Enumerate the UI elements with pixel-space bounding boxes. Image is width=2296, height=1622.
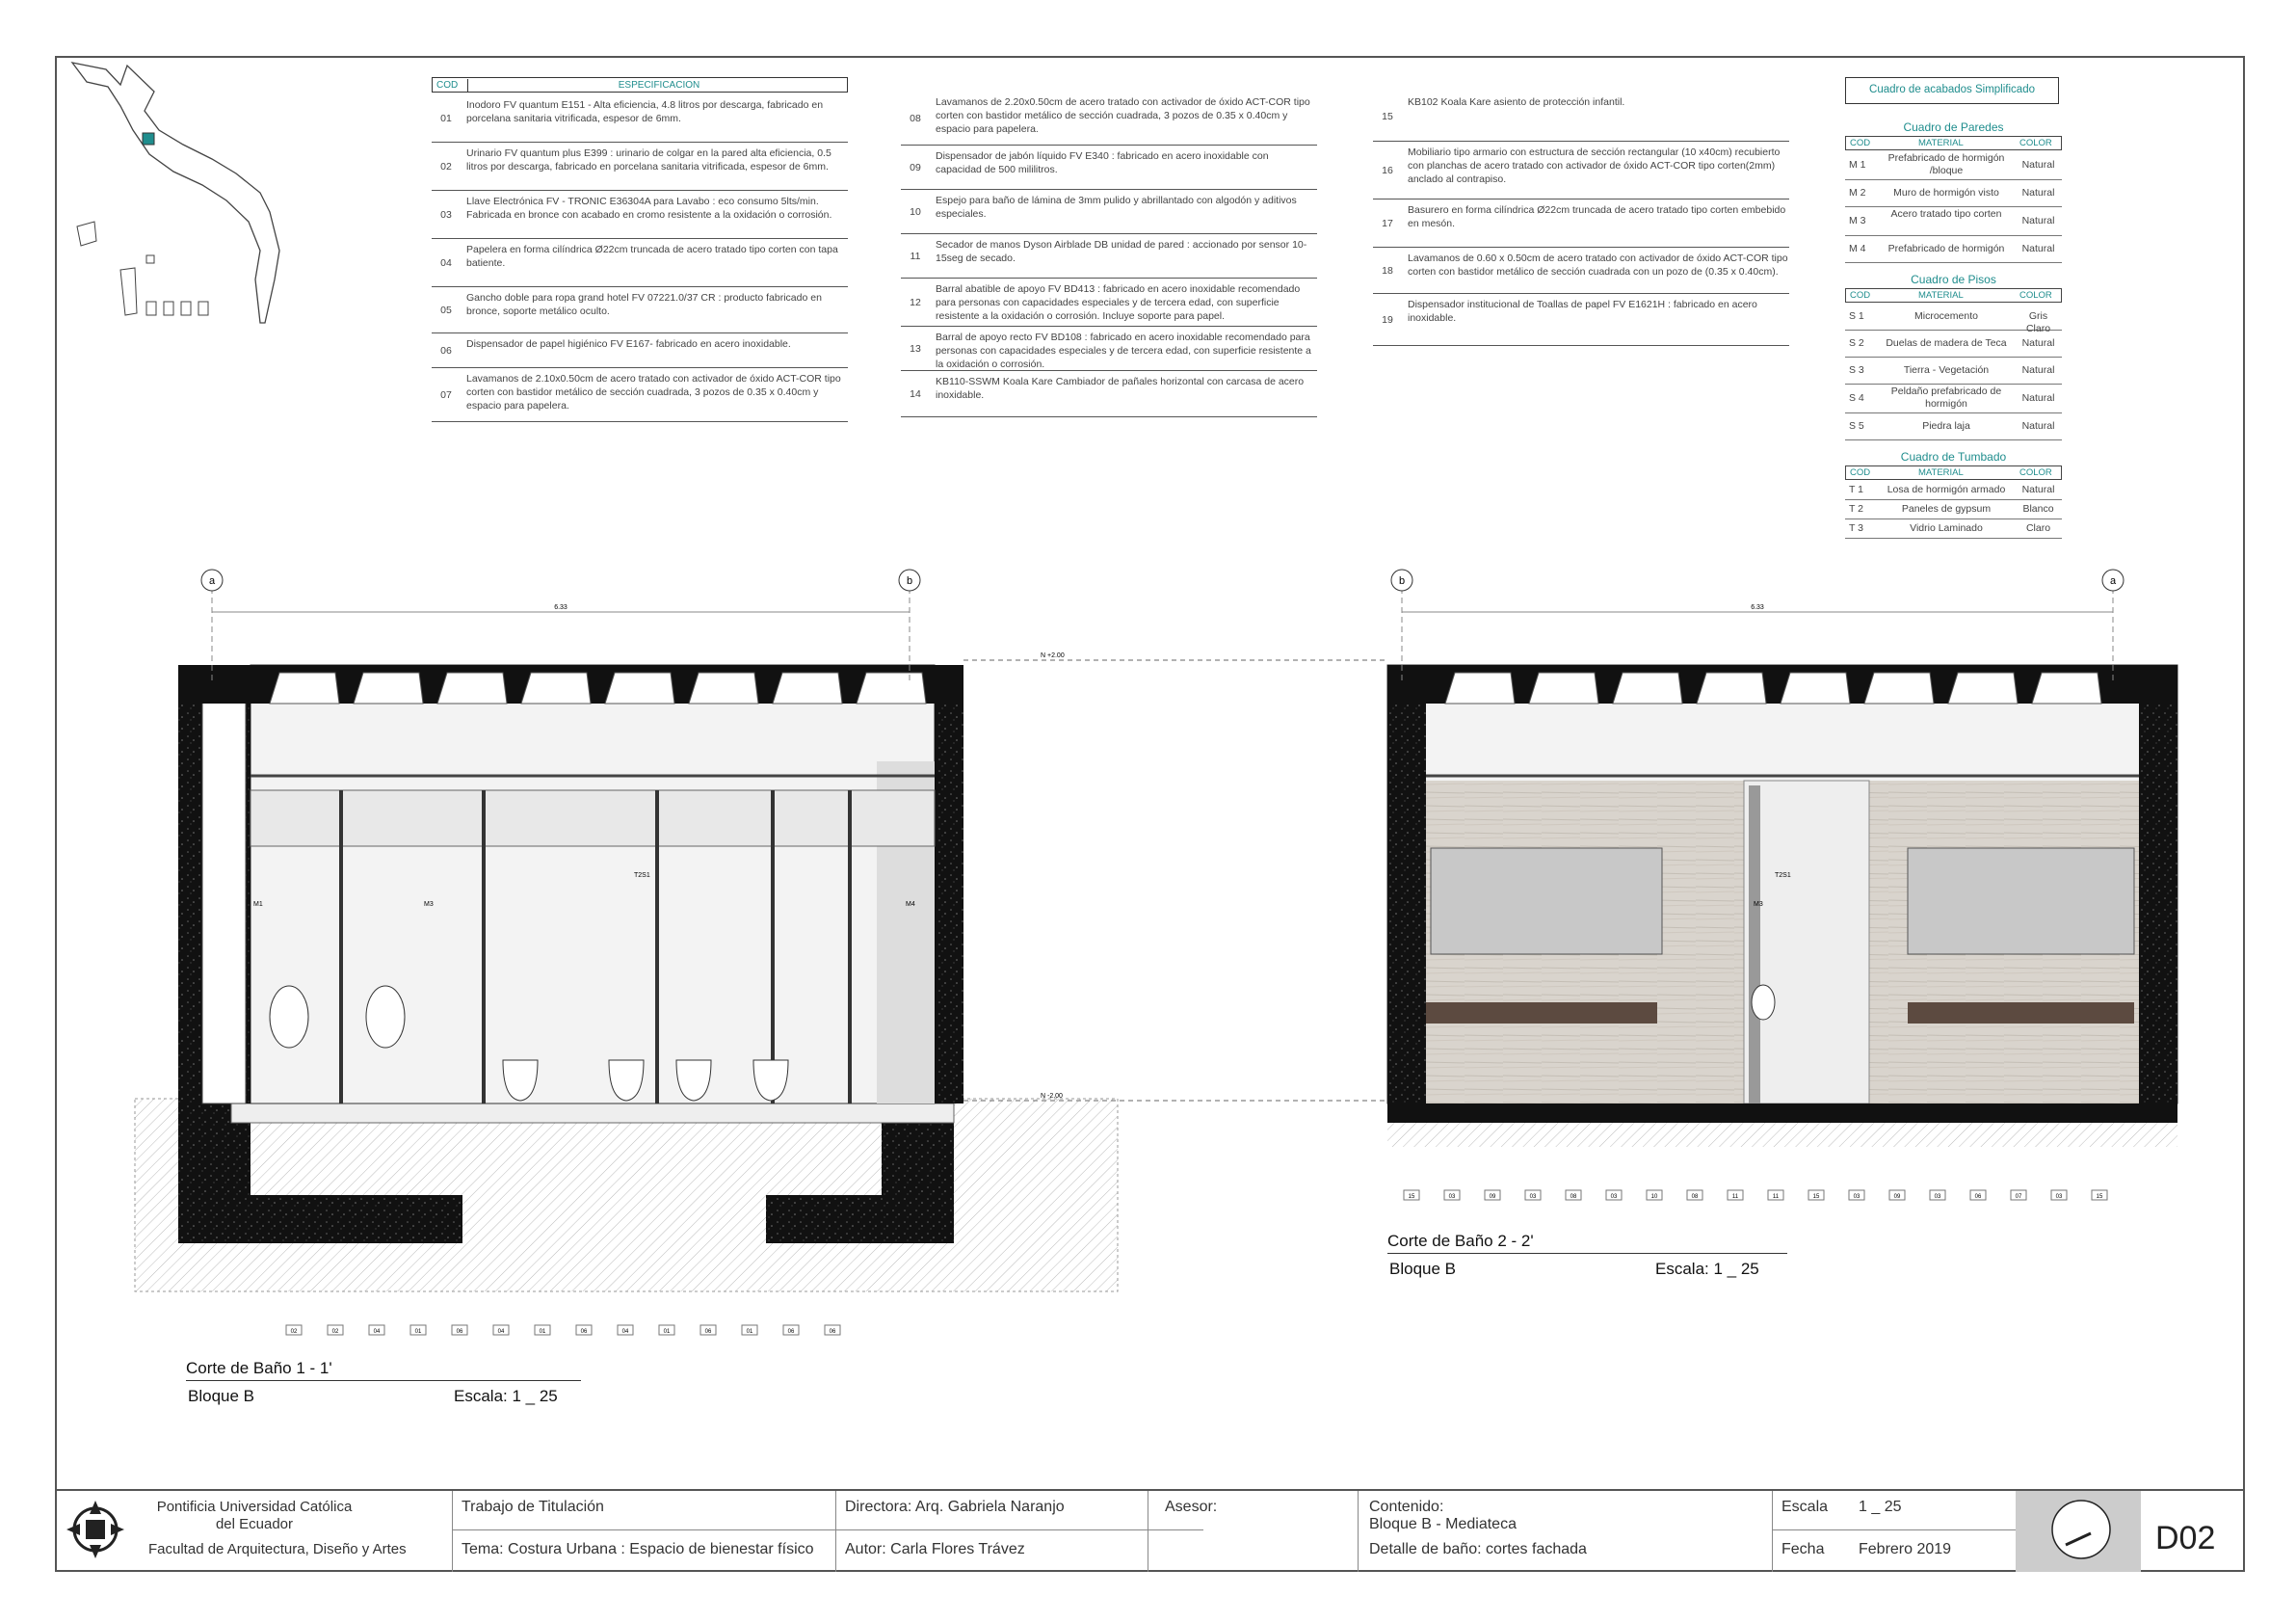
finish-header-cell: COLOR bbox=[2019, 138, 2052, 148]
author: Autor: Carla Flores Trávez bbox=[845, 1541, 1025, 1557]
callout-label: 06 bbox=[704, 1329, 712, 1335]
finish-header bbox=[1845, 288, 2062, 303]
axis-label: a bbox=[208, 575, 216, 587]
finish-cell: M 1 bbox=[1849, 159, 1866, 171]
spec-code: 17 bbox=[1382, 218, 1393, 229]
finish-cell: Tierra - Vegetación bbox=[1903, 364, 1990, 376]
spec-row bbox=[1373, 248, 1789, 294]
spec-text: Lavamanos de 2.20x0.50cm de acero tratado con activador de óxido ACT-COR tipo corten con bastidor metálico de sección cuadrada, 3 pozos de 0.35 x 0.40cm y espacio para papelera. bbox=[936, 96, 1310, 135]
spec-code: 15 bbox=[1382, 111, 1393, 122]
finish-row bbox=[1845, 207, 2062, 236]
urinal bbox=[366, 986, 405, 1048]
date-value: Febrero 2019 bbox=[1859, 1541, 1952, 1557]
section-title: Corte de Baño 2 - 2' bbox=[1387, 1232, 1534, 1250]
finish-cell: M 4 bbox=[1849, 243, 1866, 254]
wall-tag: M4 bbox=[906, 901, 915, 908]
finish-cell: Natural bbox=[2021, 243, 2055, 254]
wall-tag: M3 bbox=[1754, 901, 1763, 908]
axis-label: b bbox=[906, 575, 913, 587]
finish-cell: M 3 bbox=[1849, 215, 1866, 226]
callout-label: 06 bbox=[1974, 1194, 1982, 1200]
finish-row bbox=[1845, 500, 2062, 519]
spec-row bbox=[901, 190, 1317, 234]
spec-text: KB110-SSWM Koala Kare Cambiador de pañales horizontal con carcasa de acero inoxidable. bbox=[936, 376, 1305, 401]
spec-code: 03 bbox=[440, 209, 452, 221]
roof-skylight bbox=[1781, 673, 1850, 704]
finish-row bbox=[1845, 358, 2062, 385]
spec-text: Gancho doble para ropa grand hotel FV 07221.0/37 CR : producto fabricado en bronce, soporte metálico oculto. bbox=[466, 292, 822, 317]
finish-row bbox=[1845, 331, 2062, 358]
date-label: Fecha bbox=[1781, 1541, 1825, 1557]
section-scale: Escala: 1 _ 25 bbox=[1655, 1260, 1759, 1278]
finish-header-cell: COD bbox=[1850, 138, 1871, 148]
mirror bbox=[1908, 848, 2134, 954]
finish-cell: Microcemento bbox=[1914, 310, 1978, 322]
finish-cell: Natural bbox=[2021, 337, 2055, 349]
spec-code: 12 bbox=[910, 297, 921, 308]
director: Directora: Arq. Gabriela Naranjo bbox=[845, 1499, 1065, 1515]
finish-tag: T2S1 bbox=[1775, 872, 1791, 879]
spec-row bbox=[432, 287, 848, 333]
finish-cell: Losa de hormigón armado bbox=[1887, 484, 2006, 495]
section-2-caption bbox=[1387, 1232, 1787, 1281]
spec-table-1 bbox=[432, 77, 848, 443]
roof-skylight bbox=[689, 673, 758, 704]
finish-row bbox=[1845, 385, 2062, 413]
finish-cell: Natural bbox=[2021, 392, 2055, 404]
spec-text: Dispensador institucional de Toallas de papel FV E1621H : fabricado en acero inoxidable. bbox=[1408, 299, 1757, 324]
finish-header-cell: COLOR bbox=[2019, 290, 2052, 301]
spec-row bbox=[1373, 294, 1789, 346]
spec-text: Secador de manos Dyson Airblade DB unidad de pared : accionado por sensor 10-15seg de secado. bbox=[936, 239, 1307, 264]
spec-code: 05 bbox=[440, 305, 452, 316]
spec-text: Lavamanos de 0.60 x 0.50cm de acero tratado con activador de óxido ACT-COR tipo corten con bastidor metálico de sección cuadrada con un pozo de (0.35 x 0.40cm). bbox=[1408, 253, 1788, 278]
spec-row bbox=[432, 333, 848, 368]
spec-text: Mobiliario tipo armario con estructura de sección rectangular (10 x40cm) recubierto con planchas de acero tratado con activador de óxido ACT-COR tipo corten(2mm) anclado al contrapiso. bbox=[1408, 146, 1781, 185]
finish-row bbox=[1845, 151, 2062, 180]
finish-cell: Natural bbox=[2021, 187, 2055, 199]
finish-cell: M 2 bbox=[1849, 187, 1866, 199]
finishes-title: Cuadro de acabados Simplificado bbox=[1845, 77, 2059, 104]
partition bbox=[339, 790, 343, 1103]
mirror bbox=[1431, 848, 1662, 954]
axis-label: a bbox=[2109, 575, 2117, 587]
spec-code: 02 bbox=[440, 161, 452, 173]
roof-skylight bbox=[2032, 673, 2101, 704]
callout-label: 08 bbox=[1691, 1194, 1699, 1200]
spec-row bbox=[901, 279, 1317, 327]
spec-code: 10 bbox=[910, 206, 921, 218]
project-theme: Tema: Costura Urbana : Espacio de bienestar físico bbox=[462, 1541, 814, 1557]
finish-header-cell: COD bbox=[1850, 290, 1871, 301]
callout-label: 04 bbox=[373, 1329, 381, 1335]
partition bbox=[771, 790, 775, 1103]
finish-row bbox=[1845, 481, 2062, 500]
spec-row bbox=[1373, 142, 1789, 199]
spec-text: Basurero en forma cilíndrica Ø22cm truncada de acero tratado tipo corten embebido en mesón. bbox=[1408, 204, 1786, 229]
spec-text: Dispensador de jabón líquido FV E340 : fabricado en acero inoxidable con capacidad de 500 mililitros. bbox=[936, 150, 1269, 175]
span-dimension: 6.33 bbox=[1751, 604, 1764, 611]
spec-row bbox=[901, 371, 1317, 417]
finish-row bbox=[1845, 304, 2062, 334]
finish-cell: S 1 bbox=[1849, 310, 1864, 322]
finish-cell: Natural bbox=[2021, 484, 2055, 495]
spec-text: Lavamanos de 2.10x0.50cm de acero tratado con activador de óxido ACT-COR tipo corten con bastidor metálico de sección cuadrada, 3 pozos de 0.35 x 0.40cm y espacio para papelera. bbox=[466, 373, 841, 412]
spec-row bbox=[1373, 199, 1789, 248]
vanity-counter bbox=[1426, 1002, 1657, 1024]
finish-cell: Natural bbox=[2021, 364, 2055, 376]
callout-label: 06 bbox=[787, 1329, 795, 1335]
finish-section-title: Cuadro de Paredes bbox=[1903, 120, 2004, 134]
callout-label: 07 bbox=[2015, 1194, 2022, 1200]
roof-skylight bbox=[437, 673, 507, 704]
callout-label: 09 bbox=[1893, 1194, 1901, 1200]
callout-label: 04 bbox=[497, 1329, 505, 1335]
spec-table-2 bbox=[901, 92, 1317, 448]
finish-row bbox=[1845, 519, 2062, 539]
callout-label: 06 bbox=[829, 1329, 836, 1335]
level-marker: N -2.00 bbox=[1041, 1093, 1063, 1100]
spec-row bbox=[432, 143, 848, 191]
finish-cell: Natural bbox=[2021, 159, 2055, 171]
roof-skylight bbox=[521, 673, 591, 704]
section-2-drawing bbox=[1387, 570, 2177, 1200]
finish-header-cell: MATERIAL bbox=[1918, 290, 1964, 301]
callout-label: 03 bbox=[1448, 1194, 1456, 1200]
spec-row bbox=[901, 146, 1317, 190]
roof-skylight bbox=[1529, 673, 1598, 704]
finish-cell: T 1 bbox=[1849, 484, 1863, 495]
finish-cell: S 2 bbox=[1849, 337, 1864, 349]
spec-code: 06 bbox=[440, 345, 452, 357]
roof-skylight bbox=[270, 673, 339, 704]
finish-header bbox=[1845, 136, 2062, 150]
roof-skylight bbox=[1697, 673, 1766, 704]
finish-cell: Gris Claro bbox=[2025, 310, 2051, 334]
finish-cell: Duelas de madera de Teca bbox=[1886, 337, 2007, 349]
work-label: Trabajo de Titulación bbox=[462, 1499, 604, 1515]
callout-label: 10 bbox=[1650, 1194, 1658, 1200]
callout-label: 03 bbox=[1610, 1194, 1618, 1200]
spec-table-3 bbox=[1373, 92, 1789, 352]
callout-label: 06 bbox=[580, 1329, 588, 1335]
spec-code: 13 bbox=[910, 343, 921, 355]
section-drawings bbox=[116, 559, 2177, 1335]
finish-cell: Natural bbox=[2021, 215, 2055, 226]
spec-text: Inodoro FV quantum E151 - Alta eficiencia, 4.8 litros por descarga, fabricado en porcelana sanitaria vitrificada, espesor de 6mm. bbox=[466, 99, 824, 124]
finish-cell: Prefabricado de hormigón /bloque bbox=[1887, 152, 2005, 176]
roof-skylight bbox=[773, 673, 842, 704]
spec-code: 16 bbox=[1382, 165, 1393, 176]
vanity-counter bbox=[1908, 1002, 2134, 1024]
finish-cell: Claro bbox=[2025, 522, 2051, 534]
wall-right bbox=[935, 665, 963, 1103]
section-scale: Escala: 1 _ 25 bbox=[454, 1387, 558, 1405]
finish-header-cell: COLOR bbox=[2019, 467, 2052, 478]
callout-label: 06 bbox=[456, 1329, 463, 1335]
spec-text: Barral de apoyo recto FV BD108 : fabricado en acero inoxidable recomendado para personas con capacidades especiales y de tercera edad, con superficie resistente a la oxidación o corrosión. bbox=[936, 332, 1311, 370]
section-block: Bloque B bbox=[1389, 1260, 1456, 1278]
finish-cell: T 2 bbox=[1849, 503, 1863, 515]
university-name: Pontificia Universidad Católica del Ecuador bbox=[156, 1499, 353, 1532]
finish-cell: S 5 bbox=[1849, 420, 1864, 432]
callout-label: 15 bbox=[1812, 1194, 1820, 1200]
spec-row bbox=[901, 92, 1317, 146]
finish-cell: Blanco bbox=[2022, 503, 2054, 515]
spec-text: Papelera en forma cilíndrica Ø22cm truncada de acero tratado tipo corten con tapa batiente. bbox=[466, 244, 838, 269]
spec-code: 07 bbox=[440, 389, 452, 401]
title-block bbox=[57, 1489, 2243, 1572]
finish-header-cell: MATERIAL bbox=[1918, 467, 1964, 478]
finish-cell: S 4 bbox=[1849, 392, 1864, 404]
spec-text: Barral abatible de apoyo FV BD413 : fabricado en acero inoxidable recomendado para personas con capacidades especiales y de tercera edad, con superficie resistente a la oxidación o corrosión. Incluye soporte para papel. bbox=[936, 283, 1301, 322]
callout-label: 03 bbox=[2055, 1194, 2063, 1200]
spec-text: Urinario FV quantum plus E399 : urinario de colgar en la pared alta eficiencia, 0.5 litros por descarga, fabricado en porcelana sanitaria vitrificada, espesor de 6mm. bbox=[466, 147, 831, 173]
spec-code: 09 bbox=[910, 162, 921, 173]
spec-code: 04 bbox=[440, 257, 452, 269]
callout-label: 01 bbox=[414, 1329, 422, 1335]
finish-header-cell: MATERIAL bbox=[1918, 138, 1964, 148]
roof-skylight bbox=[354, 673, 423, 704]
finish-cell: Paneles de gypsum bbox=[1901, 503, 1992, 515]
finish-cell: Natural bbox=[2021, 420, 2055, 432]
callout-label: 11 bbox=[1731, 1194, 1739, 1200]
partition bbox=[482, 790, 486, 1103]
north-arrow-panel bbox=[2016, 1491, 2141, 1572]
callout-label: 01 bbox=[746, 1329, 753, 1335]
finish-cell: Peldaño prefabricado de hormigón bbox=[1890, 386, 2002, 410]
finish-cell: Muro de hormigón visto bbox=[1893, 187, 1999, 199]
spec-row bbox=[432, 368, 848, 422]
callout-label: 08 bbox=[1570, 1194, 1577, 1200]
finish-tag: T2S1 bbox=[634, 872, 650, 879]
section-title: Corte de Baño 1 - 1' bbox=[186, 1359, 332, 1377]
advisor: Asesor: bbox=[1165, 1499, 1218, 1515]
callout-label: 04 bbox=[621, 1329, 629, 1335]
spec-row bbox=[432, 94, 848, 143]
spec-row bbox=[432, 191, 848, 239]
section-block: Bloque B bbox=[188, 1387, 254, 1405]
callout-label: 15 bbox=[1408, 1194, 1415, 1200]
callout-label: 11 bbox=[1772, 1194, 1780, 1200]
partition bbox=[655, 790, 659, 1103]
faculty-name: Facultad de Arquitectura, Diseño y Artes bbox=[148, 1541, 407, 1557]
spec-code: 08 bbox=[910, 113, 921, 124]
spec-row bbox=[432, 239, 848, 287]
finishes-schedule bbox=[1845, 77, 2062, 559]
finish-row bbox=[1845, 180, 2062, 207]
finish-cell: T 3 bbox=[1849, 522, 1863, 534]
sheet-number: D02 bbox=[2155, 1520, 2216, 1556]
spec-code: 18 bbox=[1382, 265, 1393, 277]
content-line-1: Bloque B - Mediateca bbox=[1369, 1516, 1517, 1532]
content-label: Contenido: bbox=[1369, 1499, 1444, 1515]
callout-label: 02 bbox=[331, 1329, 339, 1335]
spec-code: 14 bbox=[910, 388, 921, 400]
roof-skylight bbox=[1864, 673, 1934, 704]
spec-text: KB102 Koala Kare asiento de protección infantil. bbox=[1408, 96, 1625, 108]
urinal bbox=[270, 986, 308, 1048]
roof-skylight bbox=[1948, 673, 2018, 704]
callout-label: 02 bbox=[290, 1329, 298, 1335]
partition bbox=[848, 790, 852, 1103]
spec-row bbox=[1373, 92, 1789, 142]
spec-code: 19 bbox=[1382, 314, 1393, 326]
location-key-map bbox=[67, 58, 299, 323]
spec-row bbox=[901, 234, 1317, 279]
spec-text: Espejo para baño de lámina de 3mm pulido y abrillantado con algodón y aditivos especiales. bbox=[936, 195, 1297, 220]
section-1-caption bbox=[186, 1359, 581, 1408]
roof-skylight bbox=[857, 673, 926, 704]
callout-label: 15 bbox=[2096, 1194, 2103, 1200]
finish-header-cell: COD bbox=[1850, 467, 1871, 478]
finish-cell: Acero tratado tipo corten bbox=[1890, 208, 2002, 220]
roof-skylight bbox=[1613, 673, 1682, 704]
scale-label: Escala bbox=[1781, 1499, 1829, 1515]
callout-label: 09 bbox=[1489, 1194, 1496, 1200]
level-marker: N +2.00 bbox=[1041, 652, 1065, 659]
roof-skylight bbox=[605, 673, 674, 704]
finish-cell: Piedra laja bbox=[1922, 420, 1970, 432]
callout-label: 03 bbox=[1934, 1194, 1941, 1200]
spec-code: 11 bbox=[910, 251, 921, 262]
callout-label: 01 bbox=[539, 1329, 546, 1335]
university-logo-icon bbox=[65, 1499, 126, 1560]
finish-cell: Prefabricado de hormigón bbox=[1887, 243, 2005, 254]
finish-section-title: Cuadro de Pisos bbox=[1911, 273, 1996, 286]
wall-tag: M3 bbox=[424, 901, 434, 908]
spec-row bbox=[901, 327, 1317, 371]
wall-tag: M1 bbox=[253, 901, 263, 908]
span-dimension: 6.33 bbox=[554, 604, 567, 611]
spec-code: 01 bbox=[440, 113, 452, 124]
spec-text: Dispensador de papel higiénico FV E167- fabricado en acero inoxidable. bbox=[466, 338, 791, 350]
callout-label: 01 bbox=[663, 1329, 671, 1335]
finish-cell: S 3 bbox=[1849, 364, 1864, 376]
spec-text: Llave Electrónica FV - TRONIC E36304A para Lavabo : eco consumo 5lts/min. Fabricada en bronce con acabado en cromo resistente a la oxidación o corrosión. bbox=[466, 196, 832, 221]
finish-row bbox=[1845, 236, 2062, 263]
finish-section-title: Cuadro de Tumbado bbox=[1900, 450, 2007, 464]
roof-skylight bbox=[1445, 673, 1515, 704]
finish-header bbox=[1845, 465, 2062, 480]
finish-cell: Vidrio Laminado bbox=[1910, 522, 1983, 534]
section-1-drawing bbox=[135, 570, 1387, 1335]
scale-value: 1 _ 25 bbox=[1859, 1499, 1902, 1515]
spec-table-header: COD ESPECIFICACION bbox=[432, 77, 848, 93]
callout-label: 03 bbox=[1529, 1194, 1537, 1200]
axis-label: b bbox=[1398, 575, 1406, 587]
north-arrow-icon bbox=[2016, 1491, 2141, 1572]
content-line-2: Detalle de baño: cortes fachada bbox=[1369, 1541, 1587, 1557]
callout-label: 03 bbox=[1853, 1194, 1861, 1200]
finish-row bbox=[1845, 413, 2062, 440]
